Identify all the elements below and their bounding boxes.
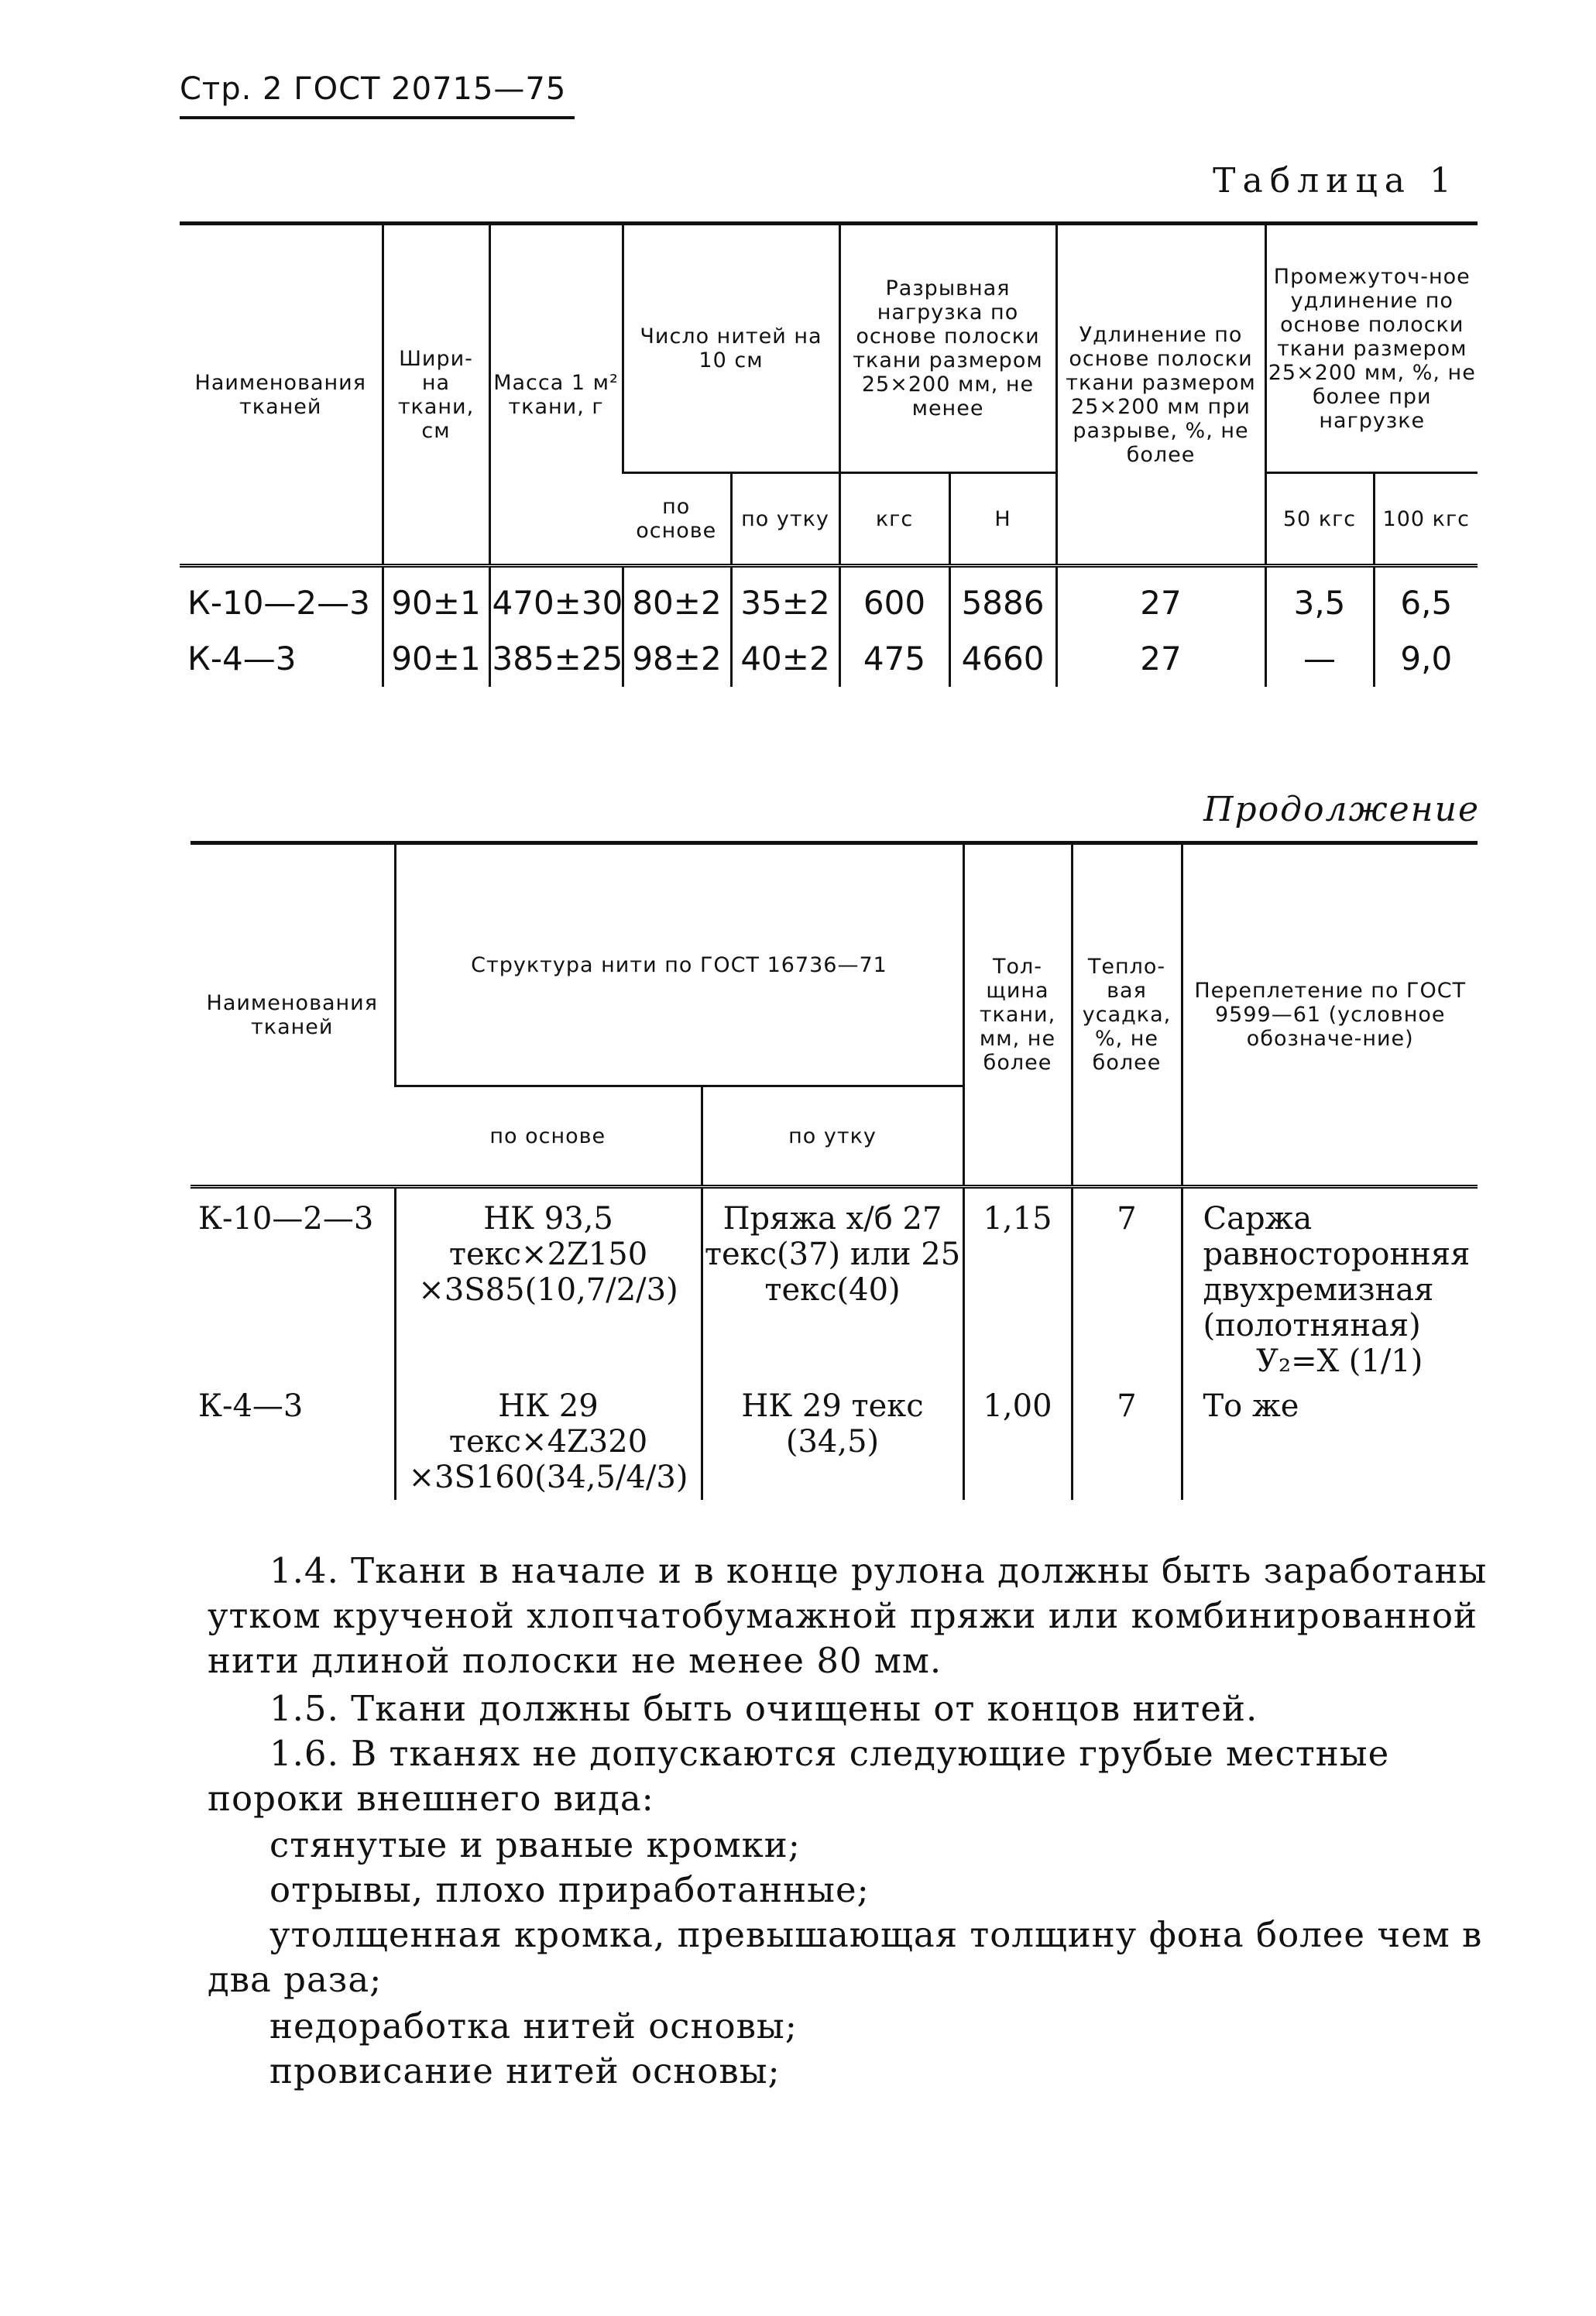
cell-weft: 35±2	[731, 566, 839, 632]
col-name-header: Наименования тканей	[190, 843, 395, 1187]
col-thickness-header: Тол-щина ткани, мм, не более	[963, 843, 1072, 1187]
col-intermediate-header: Промежуточ-ное удлинение по основе полоски ткани размером 25×200 мм, %, не более при нагрузке	[1265, 224, 1478, 473]
cell-n: 5886	[949, 566, 1056, 632]
cell-warp: 98±2	[623, 631, 731, 687]
cell-mass: 385±25	[489, 631, 623, 687]
table1-caption: Таблица 1	[1213, 161, 1458, 201]
col-mass-header: Масса 1 м² ткани, г	[489, 224, 623, 566]
col-load-n-header: Н	[949, 473, 1056, 566]
cell-weft: 40±2	[731, 631, 839, 687]
cell-name: К-10—2—3	[190, 1187, 395, 1384]
list-item: провисание нитей основы;	[269, 2050, 781, 2091]
paragraph-1-4: 1.4. Ткани в начале и в конце рулона должны быть заработаны утком крученой хлопчатобумажной пряжи или комбинированной нити длиной полоски не менее 80 мм.	[208, 1550, 1488, 1681]
cell-warp-structure: НК 29 текс×4Z320 ×3S160(34,5/4/3)	[395, 1384, 702, 1500]
cell-shrink: 7	[1072, 1187, 1182, 1384]
paragraph-1-5: 1.5. Ткани должны быть очищены от концов нитей.	[269, 1688, 1258, 1729]
cell-width: 90±1	[383, 566, 489, 632]
header-rule	[180, 116, 575, 119]
cell-inter-100: 6,5	[1374, 566, 1478, 632]
table-1	[180, 221, 1478, 687]
col-threads-header: Число нитей на 10 см	[623, 224, 839, 473]
cell-kgf: 600	[839, 566, 949, 632]
col-inter-50-header: 50 кгс	[1265, 473, 1374, 566]
weave-code: У₂=Х (1/1)	[1256, 1343, 1423, 1379]
cell-thickness: 1,00	[963, 1384, 1072, 1500]
cell-mass: 470±30	[489, 566, 623, 632]
weave-text: Саржа равносторонняя двухремизная (полотняная)	[1203, 1201, 1471, 1343]
cell-weave	[1182, 1187, 1478, 1384]
cell-weft-structure: Пряжа х/б 27 текс(37) или 25 текс(40)	[702, 1187, 963, 1384]
cell-shrink: 7	[1072, 1384, 1182, 1500]
cell-kgf: 475	[839, 631, 949, 687]
col-structure-header: Структура нити по ГОСТ 16736—71	[395, 843, 963, 1086]
table2-caption: Продолжение	[1203, 790, 1480, 829]
cell-weft-structure: НК 29 текс (34,5)	[702, 1384, 963, 1500]
page-header: Стр. 2 ГОСТ 20715—75	[180, 71, 567, 107]
paragraph-1-6: 1.6. В тканях не допускаются следующие грубые местные пороки внешнего вида:	[208, 1733, 1390, 1819]
col-inter-100-header: 100 кгс	[1374, 473, 1478, 566]
cell-warp-structure: НК 93,5 текс×2Z150 ×3S85(10,7/2/3)	[395, 1187, 702, 1384]
col-elongation-header: Удлинение по основе полоски ткани размером 25×200 мм при разрыве, %, не более	[1056, 224, 1265, 566]
cell-inter-100: 9,0	[1374, 631, 1478, 687]
col-structure-weft-header: по утку	[702, 1086, 963, 1187]
cell-name: К-4—3	[187, 640, 297, 678]
cell-n: 4660	[949, 631, 1056, 687]
cell-weave	[1182, 1384, 1478, 1500]
table-2	[190, 841, 1478, 1500]
list-item: недоработка нитей основы;	[269, 2005, 798, 2047]
col-breaking-load-header: Разрывная нагрузка по основе полоски ткани размером 25×200 мм, не менее	[839, 224, 1056, 473]
cell-thickness: 1,15	[963, 1187, 1072, 1384]
list-item: утолщенная кромка, превышающая толщину фона более чем в два раза;	[208, 1914, 1483, 2000]
cell-name: К-4—3	[198, 1388, 304, 1424]
col-structure-warp-header: по основе	[395, 1086, 702, 1187]
list-item: отрывы, плохо приработанные;	[269, 1869, 870, 1910]
col-load-kgf-header: кгс	[839, 473, 949, 566]
cell-name: К-10—2—3	[180, 566, 383, 632]
col-name-header: Наименования тканей	[180, 224, 383, 566]
table-row	[180, 566, 1478, 632]
table-row	[190, 1384, 1478, 1500]
cell-elongation: 27	[1056, 631, 1265, 687]
cell-warp: 80±2	[623, 566, 731, 632]
table-row	[180, 631, 1478, 687]
cell-width: 90±1	[383, 631, 489, 687]
cell-elongation: 27	[1056, 566, 1265, 632]
list-item: стянутые и рваные кромки;	[269, 1824, 801, 1865]
weave-text: То же	[1203, 1388, 1299, 1424]
col-threads-weft-header: по утку	[731, 473, 839, 566]
table-row	[190, 1187, 1478, 1384]
cell-inter-50: 3,5	[1265, 566, 1374, 632]
col-threads-warp-header: по основе	[623, 473, 731, 566]
col-width-header: Шири-на ткани, см	[383, 224, 489, 566]
col-shrink-header: Тепло-вая усадка, %, не более	[1072, 843, 1182, 1187]
col-weave-header: Переплетение по ГОСТ 9599—61 (условное обозначе-ние)	[1182, 843, 1478, 1187]
cell-inter-50: —	[1265, 631, 1374, 687]
